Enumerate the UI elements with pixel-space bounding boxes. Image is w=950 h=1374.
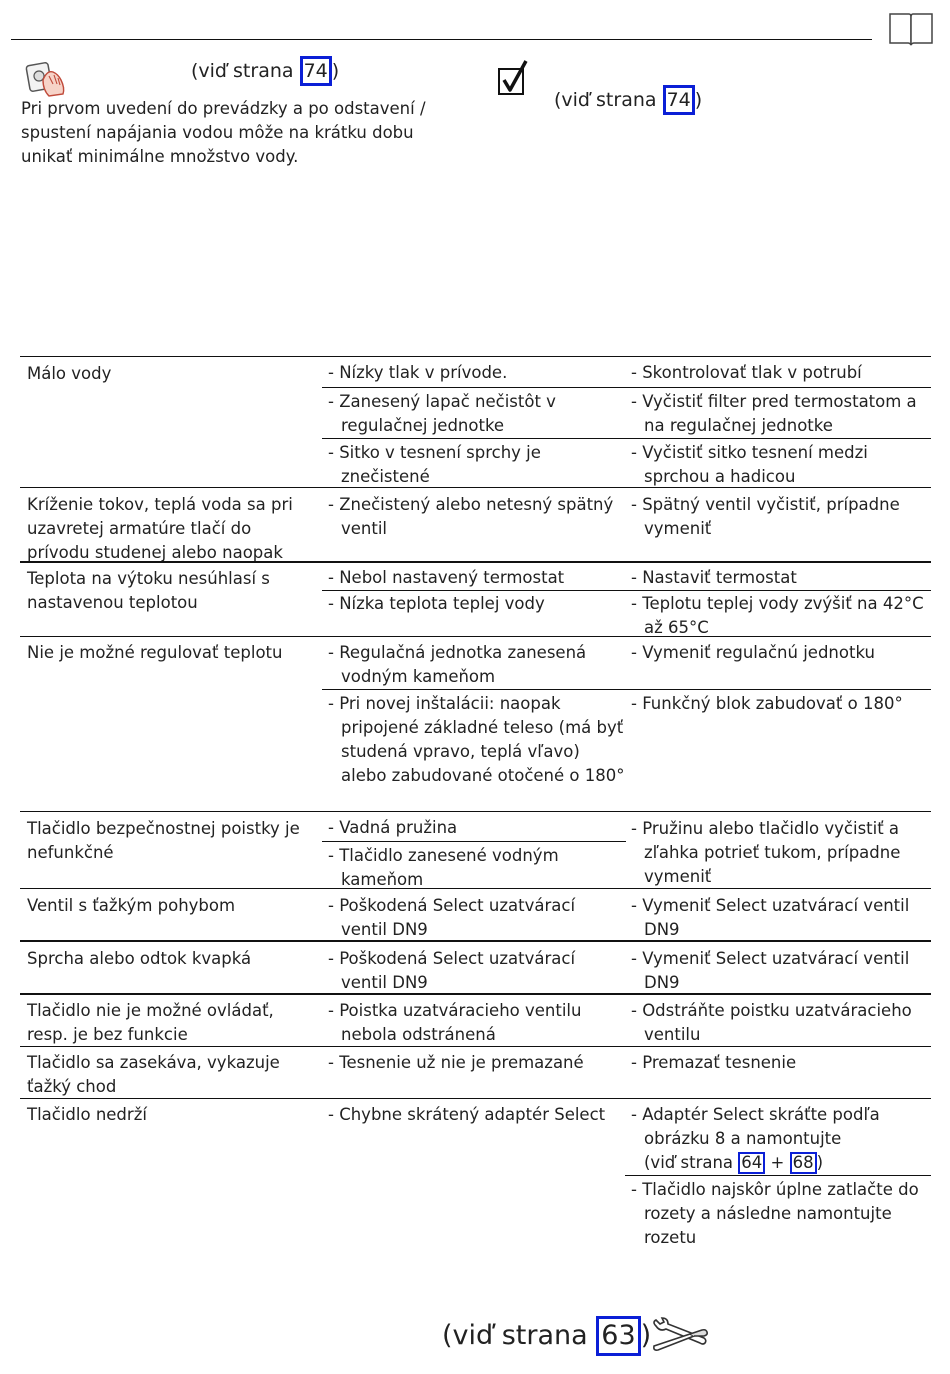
cause-cell: - Nízky tlak v prívode. xyxy=(328,363,508,382)
problem-cell: Tlačidlo bezpečnostnej poistky je nefunkčné xyxy=(27,819,300,862)
remedy-cell: - Skontrolovať tlak v potrubí xyxy=(631,363,862,382)
cause-cell: - Zanesený lapač nečistôt v regulačnej jednotke xyxy=(328,392,556,435)
remedy-page-reference: (viď strana 64 + 68 ) xyxy=(644,1153,824,1172)
header-rule xyxy=(11,39,872,40)
problem-cell: Tlačidlo sa zasekáva, vykazuje ťažký chod xyxy=(27,1053,280,1096)
checkmark-box-icon xyxy=(496,58,530,98)
page-link-74-b[interactable]: 74 xyxy=(663,85,695,115)
problem-cell: Teplota na výtoku nesúhlasí s nastavenou teplotou xyxy=(27,569,270,612)
cause-cell: - Tlačidlo zanesené vodným kameňom xyxy=(328,846,559,889)
problem-cell: Málo vody xyxy=(27,364,112,383)
cause-cell: - Poškodená Select uzatvárací ventil DN9 xyxy=(328,949,576,992)
cause-cell: - Znečistený alebo netesný spätný ventil xyxy=(328,495,614,538)
remedy-cell: - Vyčistiť sitko tesnení medzi sprchou a hadicou xyxy=(631,443,868,486)
cause-cell: - Nízka teplota teplej vody xyxy=(328,594,545,613)
table-row xyxy=(20,888,931,940)
page-link-74[interactable]: 74 xyxy=(300,56,332,86)
hand-pressing-button-icon xyxy=(25,58,71,98)
remedy-cell: - Vymeniť Select uzatvárací ventil DN9 xyxy=(631,949,910,992)
remedy-cell: - Vyčistiť filter pred termostatom a na regulačnej jednotke xyxy=(631,392,917,435)
table-row xyxy=(20,940,931,993)
problem-cell: Nie je možné regulovať teplotu xyxy=(27,643,283,662)
page-reference-2: (viď strana 74 ) xyxy=(554,85,702,115)
table-row xyxy=(20,487,931,561)
remedy-cell: - Vymeniť Select uzatvárací ventil DN9 xyxy=(631,896,910,939)
wrench-screwdriver-icon xyxy=(650,1316,710,1356)
remedy-cell: - Adaptér Select skráťte podľa obrázku 8 a namontujte xyxy=(631,1105,880,1148)
table-row xyxy=(20,811,931,888)
page-link-68[interactable]: 68 xyxy=(790,1152,817,1174)
remedy-cell: - Tlačidlo najskôr úplne zatlačte do rozety a následne namontujte rozetu xyxy=(631,1180,919,1247)
cause-cell: - Nebol nastavený termostat xyxy=(328,568,565,587)
cause-cell: - Sitko v tesnení sprchy je znečistené xyxy=(328,443,541,486)
table-row xyxy=(20,561,931,636)
page-reference-1: (viď strana 74 ) xyxy=(191,56,339,86)
remedy-cell: - Nastaviť termostat xyxy=(631,568,797,587)
cause-cell: - Regulačná jednotka zanesená vodným kameňom xyxy=(328,643,587,686)
remedy-cell: - Vymeniť regulačnú jednotku xyxy=(631,643,875,662)
remedy-cell: - Odstráňte poistku uzatváracieho ventilu xyxy=(631,1001,912,1044)
cause-cell: - Chybne skrátený adaptér Select xyxy=(328,1105,606,1124)
remedy-cell: - Premazať tesnenie xyxy=(631,1053,797,1072)
problem-cell: Ventil s ťažkým pohybom xyxy=(27,896,236,915)
open-book-icon xyxy=(888,11,934,47)
problem-cell: Tlačidlo nie je možné ovládať, resp. je bez funkcie xyxy=(27,1001,274,1044)
startup-note: Pri prvom uvedení do prevádzky a po odstavení / spustení napájania vodou môže na krátku dobu unikať minimálne množstvo vody. xyxy=(21,99,426,166)
table-row xyxy=(20,1046,931,1098)
page-link-63[interactable]: 63 xyxy=(596,1316,640,1356)
table-row xyxy=(20,1098,931,1249)
problem-cell: Sprcha alebo odtok kvapká xyxy=(27,949,252,968)
footer-page-reference: (viď strana 63 ) xyxy=(442,1316,651,1356)
problem-cell: Kríženie tokov, teplá voda sa pri uzavretej armatúre tlačí do prívodu studenej alebo naopak xyxy=(27,495,293,562)
cause-cell: - Vadná pružina xyxy=(328,818,458,837)
cause-cell: - Tesnenie už nie je premazané xyxy=(328,1053,584,1072)
troubleshooting-table xyxy=(20,356,931,1249)
cause-cell: - Poistka uzatváracieho ventilu nebola odstránená xyxy=(328,1001,582,1044)
table-row xyxy=(20,993,931,1046)
remedy-cell: - Spätný ventil vyčistiť, prípadne vymeniť xyxy=(631,495,900,538)
problem-cell: Tlačidlo nedrží xyxy=(27,1105,147,1124)
table-row xyxy=(20,356,931,487)
remedy-cell: - Funkčný blok zabudovať o 180° xyxy=(631,694,903,713)
page-link-64[interactable]: 64 xyxy=(738,1152,765,1174)
cause-cell: - Poškodená Select uzatvárací ventil DN9 xyxy=(328,896,576,939)
remedy-cell: - Pružinu alebo tlačidlo vyčistiť a zľahka potrieť tukom, prípadne vymeniť xyxy=(631,819,901,886)
table-row xyxy=(20,636,931,811)
remedy-cell: - Teplotu teplej vody zvýšiť na 42°C až 65°C xyxy=(631,594,924,637)
cause-cell: - Pri novej inštalácii: naopak pripojené základné teleso (má byť studená vpravo, teplá vľavo) alebo zabudované otočené o 180° xyxy=(328,694,625,785)
